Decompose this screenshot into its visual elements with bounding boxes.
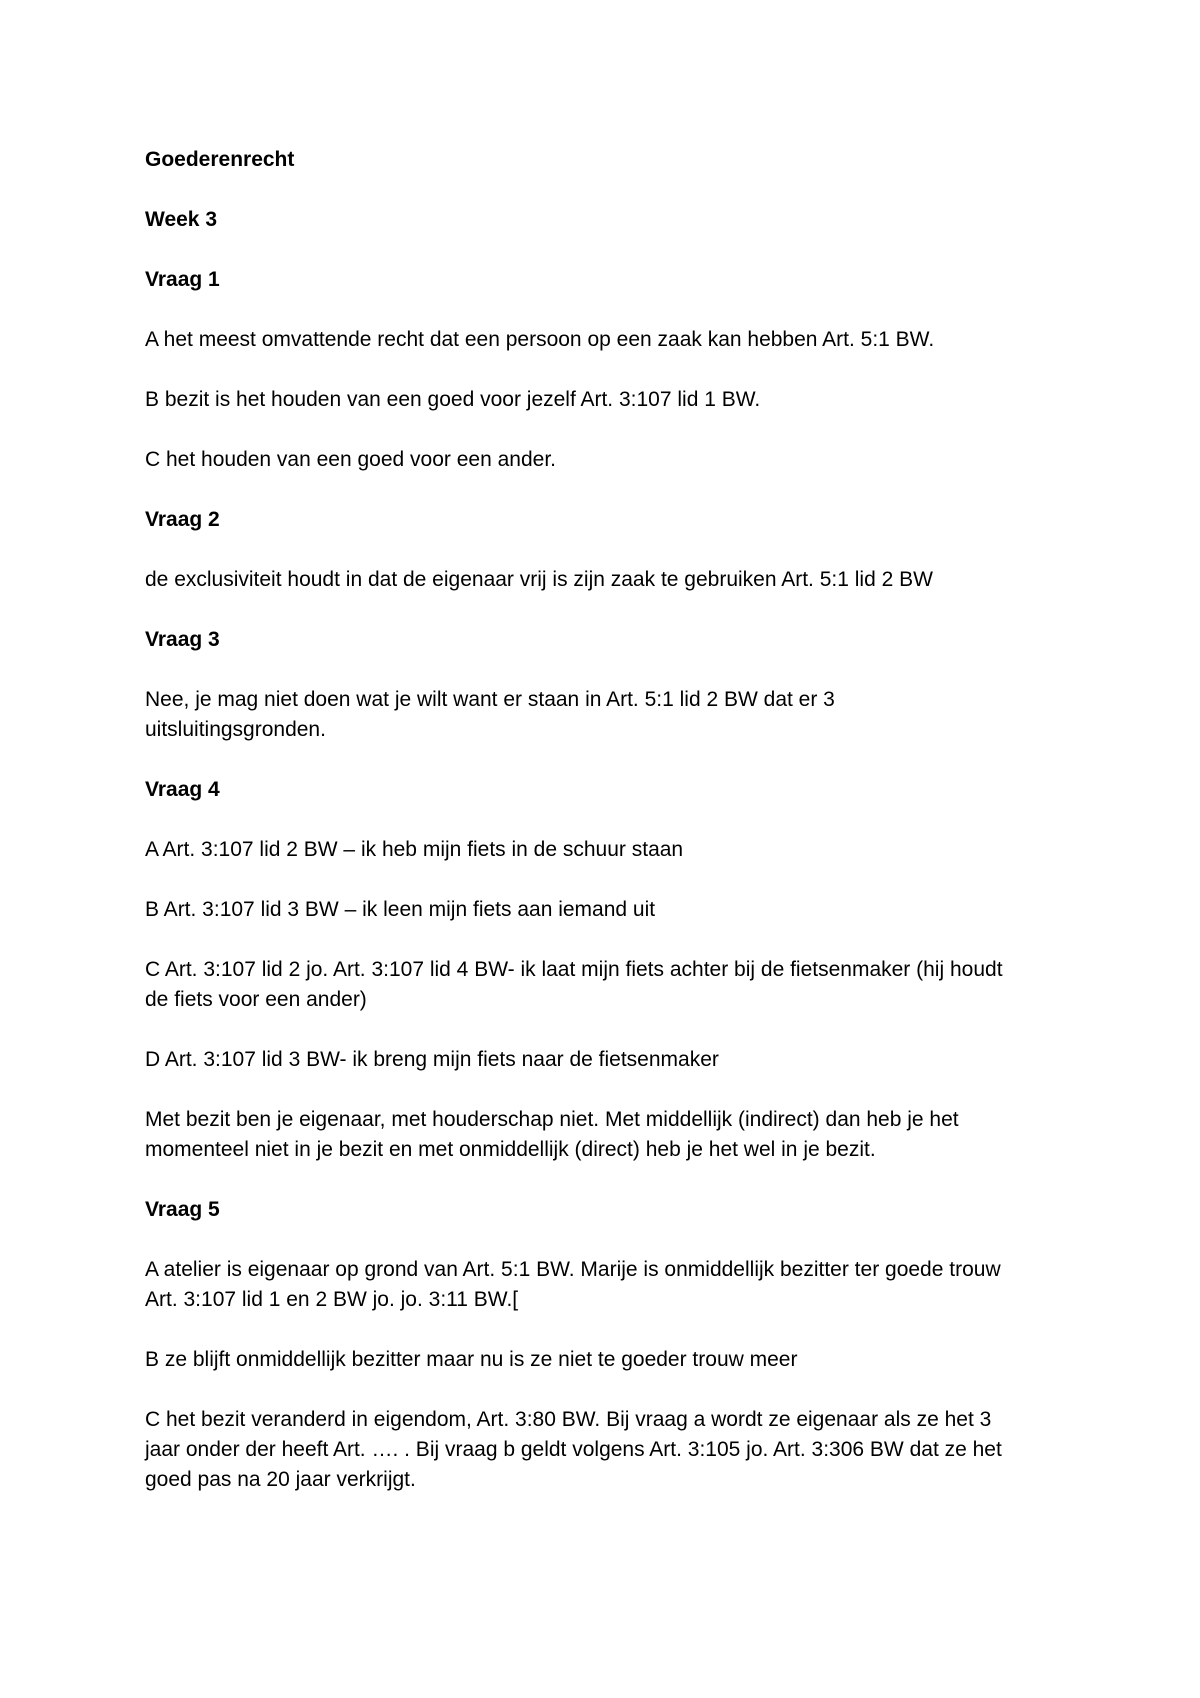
question-5-answer-c-line-1: C het bezit veranderd in eigendom, Art. 3:80 BW. Bij vraag a wordt ze eigenaar als ze het 3 <box>145 1408 992 1431</box>
question-4-answer-d: D Art. 3:107 lid 3 BW- ik breng mijn fiets naar de fietsenmaker <box>145 1048 719 1071</box>
question-5-answer-a-line-1: A atelier is eigenaar op grond van Art. 5:1 BW. Marije is onmiddellijk bezitter ter goede trouw <box>145 1258 1001 1281</box>
question-5-answer-b: B ze blijft onmiddellijk bezitter maar nu is ze niet te goeder trouw meer <box>145 1348 798 1371</box>
question-2-answer: de exclusiviteit houdt in dat de eigenaar vrij is zijn zaak te gebruiken Art. 5:1 lid 2 BW <box>145 568 933 591</box>
document-title: Goederenrecht <box>145 148 295 171</box>
question-1-answer-b: B bezit is het houden van een goed voor jezelf Art. 3:107 lid 1 BW. <box>145 388 761 411</box>
question-4-answer-c-line-1: C Art. 3:107 lid 2 jo. Art. 3:107 lid 4 BW- ik laat mijn fiets achter bij de fietsenmaker (hij houdt <box>145 958 1003 981</box>
question-3-answer-line-2: uitsluitingsgronden. <box>145 718 326 741</box>
question-5-answer-c-line-2: jaar onder der heeft Art. …. . Bij vraag b geldt volgens Art. 3:105 jo. Art. 3:306 BW dat ze het <box>145 1438 1002 1461</box>
question-1-answer-a: A het meest omvattende recht dat een persoon op een zaak kan hebben Art. 5:1 BW. <box>145 328 935 351</box>
question-2-heading: Vraag 2 <box>145 508 220 531</box>
question-4-answer-a: A Art. 3:107 lid 2 BW – ik heb mijn fiets in de schuur staan <box>145 838 684 861</box>
question-4-answer-b: B Art. 3:107 lid 3 BW – ik leen mijn fiets aan iemand uit <box>145 898 656 921</box>
question-4-explanation-line-1: Met bezit ben je eigenaar, met houderschap niet. Met middellijk (indirect) dan heb je het <box>145 1108 959 1131</box>
question-3-heading: Vraag 3 <box>145 628 220 651</box>
question-3-answer-line-1: Nee, je mag niet doen wat je wilt want er staan in Art. 5:1 lid 2 BW dat er 3 <box>145 688 835 711</box>
question-5-heading: Vraag 5 <box>145 1198 220 1221</box>
question-1-heading: Vraag 1 <box>145 268 220 291</box>
question-4-heading: Vraag 4 <box>145 778 220 801</box>
question-1-answer-c: C het houden van een goed voor een ander. <box>145 448 556 471</box>
question-5-answer-c-line-3: goed pas na 20 jaar verkrijgt. <box>145 1468 416 1491</box>
week-heading: Week 3 <box>145 208 217 231</box>
question-5-answer-a-line-2: Art. 3:107 lid 1 en 2 BW jo. jo. 3:11 BW.[ <box>145 1288 519 1311</box>
question-4-explanation-line-2: momenteel niet in je bezit en met onmiddellijk (direct) heb je het wel in je bezit. <box>145 1138 876 1161</box>
question-4-answer-c-line-2: de fiets voor een ander) <box>145 988 367 1011</box>
